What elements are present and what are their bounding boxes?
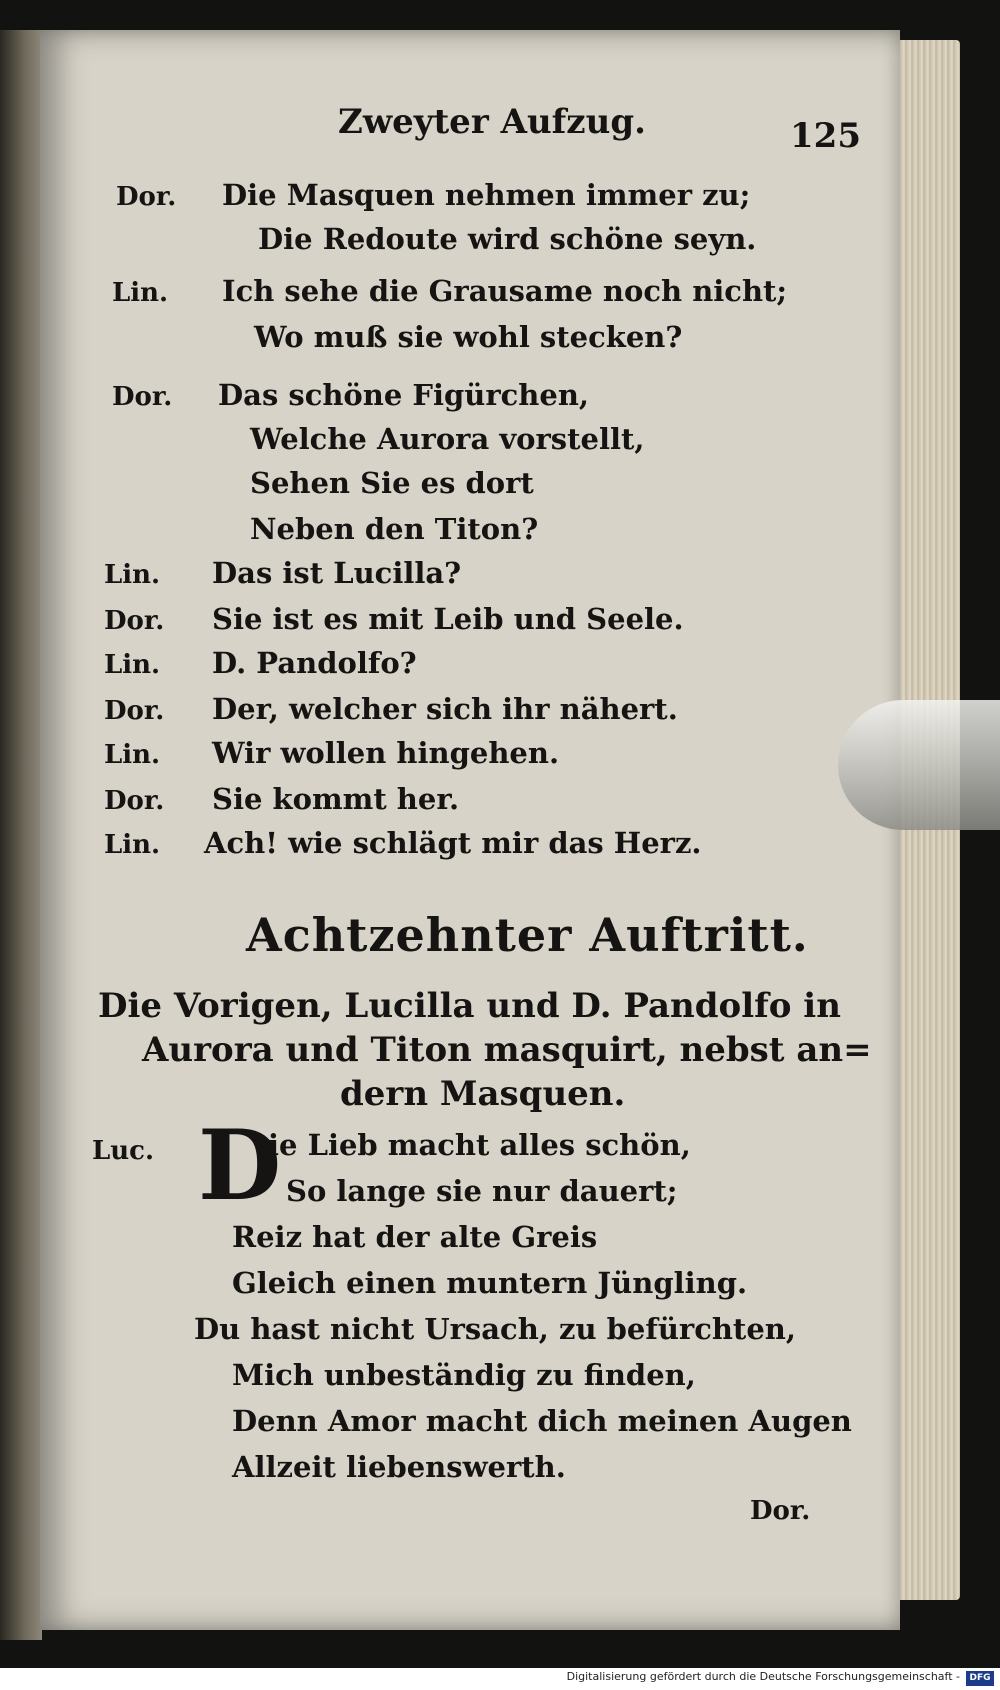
speaker-label: Lin.	[104, 650, 161, 680]
catchword: Dor.	[750, 1496, 811, 1526]
cast-list-line: Aurora und Titon masquirt, nebst an=	[142, 1030, 872, 1070]
dialogue-line: Das ist Lucilla?	[212, 556, 462, 590]
dialogue-line: Sehen Sie es dort	[250, 466, 534, 500]
running-head: Zweyter Aufzug.	[338, 102, 646, 142]
dialogue-line: Der, welcher sich ihr nähert.	[212, 692, 678, 726]
dialogue-line: Sie ist es mit Leib und Seele.	[212, 602, 684, 636]
footer-bar	[0, 1668, 1000, 1690]
speaker-label: Dor.	[116, 182, 177, 212]
speaker-label: Dor.	[112, 382, 173, 412]
speaker-label: Lin.	[104, 830, 161, 860]
drop-cap: D	[198, 1109, 282, 1222]
speaker-label: Dor.	[104, 696, 165, 726]
verse-line: Reiz hat der alte Greis	[232, 1220, 598, 1254]
speaker-label: Luc.	[92, 1136, 155, 1166]
verse-line: Mich unbeständig zu finden,	[232, 1358, 696, 1392]
verse-line: Allzeit liebenswerth.	[232, 1450, 566, 1484]
funding-credit: Digitalisierung gefördert durch die Deutsche Forschungsgemeinschaft -	[566, 1670, 960, 1683]
speaker-label: Dor.	[104, 606, 165, 636]
speaker-label: Dor.	[104, 786, 165, 816]
speaker-label: Lin.	[112, 278, 169, 308]
previous-page-edge	[0, 30, 42, 1640]
speaker-label: Lin.	[104, 740, 161, 770]
speaker-label: Lin.	[104, 560, 161, 590]
page-clamp	[838, 700, 1000, 830]
verse-line: Denn Amor macht dich meinen Augen	[232, 1404, 852, 1438]
dialogue-line: D. Pandolfo?	[212, 646, 417, 680]
dialogue-line: Neben den Titon?	[250, 512, 539, 546]
dialogue-line: Sie kommt her.	[212, 782, 460, 816]
dialogue-line: Wir wollen hingehen.	[212, 736, 560, 770]
verse-line: ie Lieb macht alles schön,	[268, 1128, 691, 1162]
dialogue-line: Ich sehe die Grausame noch nicht;	[222, 274, 788, 308]
dialogue-line: Welche Aurora vorstellt,	[250, 422, 645, 456]
dialogue-line: Wo muß sie wohl stecken?	[254, 320, 683, 354]
dfg-logo: DFG	[966, 1671, 994, 1686]
verse-line: Gleich einen muntern Jüngling.	[232, 1266, 748, 1300]
scene-heading: Achtzehnter Auftritt.	[246, 908, 809, 962]
verse-line: Du hast nicht Ursach, zu befürchten,	[194, 1312, 796, 1346]
dialogue-line: Das schöne Figürchen,	[218, 378, 590, 412]
dialogue-line: Die Redoute wird schöne seyn.	[258, 222, 757, 256]
cast-list-line: Die Vorigen, Lucilla und D. Pandolfo in	[98, 986, 841, 1026]
dialogue-line: Die Masquen nehmen immer zu;	[222, 178, 751, 212]
dialogue-line: Ach! wie schlägt mir das Herz.	[204, 826, 702, 860]
cast-list-line: dern Masquen.	[340, 1074, 626, 1114]
verse-line: So lange sie nur dauert;	[286, 1174, 678, 1208]
page-number: 125	[790, 116, 861, 156]
